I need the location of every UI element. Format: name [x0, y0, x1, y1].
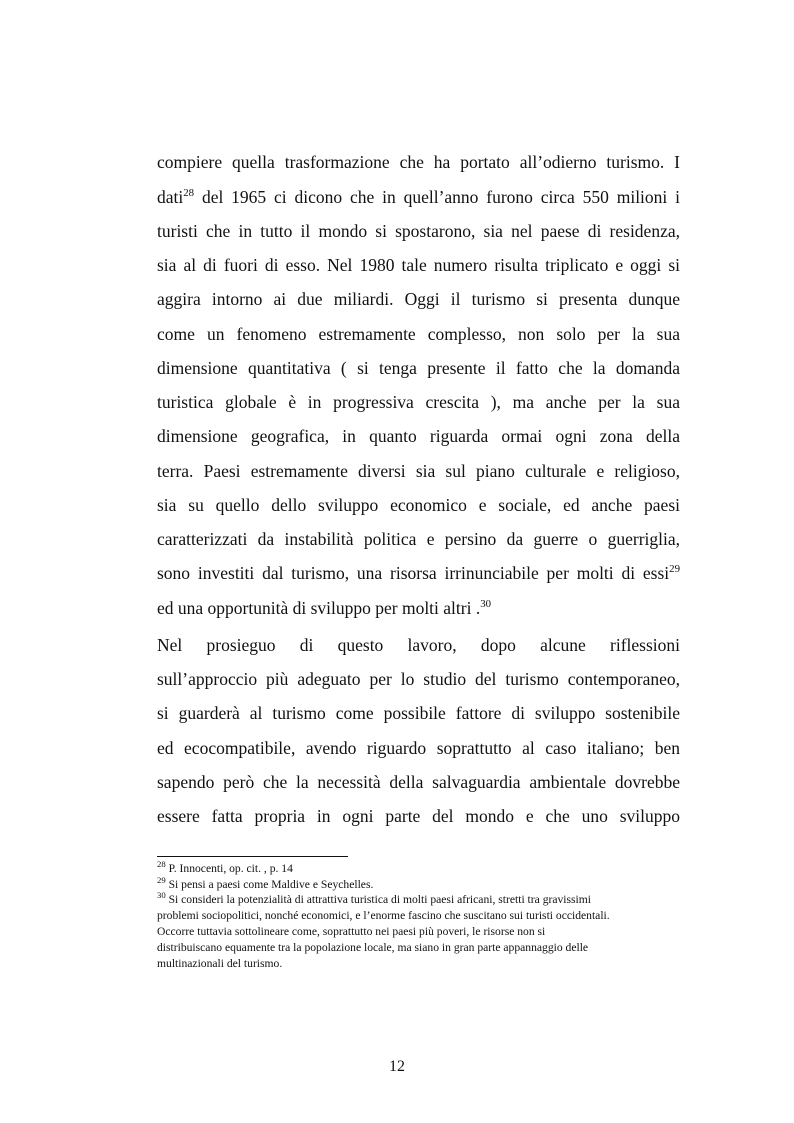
footnote-28: [157, 859, 717, 875]
text-line-4: sia al di fuori di esso. Nel 1980 tale numero risulta triplicato e oggi si: [157, 255, 680, 275]
text-line-10: terra. Paesi estremamente diversi sia sul piano culturale e religioso,: [157, 461, 680, 481]
text-line-19: sapendo però che la necessità della salvaguardia ambientale dovrebbe: [157, 772, 680, 792]
footnote-28-text: P. Innocenti, op. cit. , p. 14: [165, 862, 293, 875]
footnote-30-line-4: distribuiscano equamente tra la popolazione locale, ma siano in gran parte appannaggio delle: [157, 941, 589, 954]
footnote-30-line-2: problemi sociopolitici, nonché economici, e l’enorme fascino che suscitano sui turisti occidentali.: [157, 909, 610, 922]
text-line-1: compiere quella trasformazione che ha portato all’odierno turismo. I: [157, 152, 680, 172]
text-line-11: sia su quello dello sviluppo economico e sociale, ed anche paesi: [157, 495, 680, 515]
text-line-17: si guarderà al turismo come possibile fattore di sviluppo sostenibile: [157, 703, 680, 723]
text-line-2: [157, 185, 680, 209]
text-line-14-text: ed una opportunità di sviluppo per molti altri .: [157, 598, 481, 618]
text-line-13: [157, 561, 680, 585]
text-line-18: ed ecocompatibile, avendo riguardo soprattutto al caso italiano; ben: [157, 738, 680, 758]
footnote-29-text: Si pensi a paesi come Maldive e Seychelles.: [165, 878, 374, 891]
text-line-12: caratterizzati da instabilità politica e persino da guerre o guerriglia,: [157, 529, 680, 549]
footnote-28-mark: 28: [157, 859, 166, 870]
footnote-30-line-5: multinazionali del turismo.: [157, 957, 283, 970]
footnote-30-line-3: Occorre tuttavia sottolineare come, soprattutto nei paesi più poveri, le risorse non si: [157, 925, 546, 938]
footnote-ref-29[interactable]: 29: [669, 563, 680, 576]
footnote-ref-28[interactable]: 28: [183, 187, 195, 200]
footnote-separator: [157, 856, 348, 857]
text-line-3: turisti che in tutto il mondo si spostarono, sia nel paese di residenza,: [157, 221, 680, 241]
text-line-5: aggira intorno ai due miliardi. Oggi il turismo si presenta dunque: [157, 289, 680, 309]
text-line-13-text: sono investiti dal turismo, una risorsa irrinunciabile per molti di essi: [157, 563, 670, 583]
page-number: 12: [389, 1058, 405, 1075]
text-line-14: [157, 596, 680, 620]
footnote-ref-30[interactable]: 30: [480, 598, 492, 611]
text-line-16: sull’approccio più adeguato per lo studio del turismo contemporaneo,: [157, 669, 680, 689]
footnote-29-mark: 29: [157, 875, 166, 886]
text-line-2-prefix: dati: [157, 187, 184, 207]
text-line-15: Nel prosieguo di questo lavoro, dopo alcune riflessioni: [157, 635, 680, 655]
text-line-9: dimensione geografica, in quanto riguarda ormai ogni zona della: [157, 426, 680, 446]
text-line-7: dimensione quantitativa ( si tenga presente il fatto che la domanda: [157, 358, 680, 378]
footnote-30-line-1: [157, 890, 717, 906]
footnote-29: [157, 875, 717, 891]
text-line-2-rest: del 1965 ci dicono che in quell’anno furono circa 550 milioni i: [201, 187, 680, 207]
footnote-30-text-1: Si consideri la potenzialità di attrattiva turistica di molti paesi africani, stretti tra gravissimi: [165, 893, 591, 906]
text-line-20: essere fatta propria in ogni parte del mondo e che uno sviluppo: [157, 806, 680, 826]
footnote-30-mark: 30: [157, 890, 166, 901]
text-line-8: turistica globale è in progressiva crescita ), ma anche per la sua: [157, 392, 680, 412]
text-line-6: come un fenomeno estremamente complesso, non solo per la sua: [157, 324, 680, 344]
